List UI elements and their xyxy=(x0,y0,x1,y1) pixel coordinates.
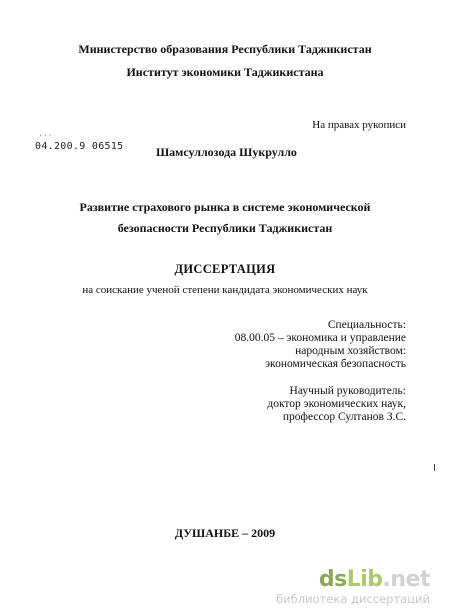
specialty-label: Специальность: xyxy=(327,319,406,331)
supervisor-line-1: доктор экономических наук, xyxy=(267,398,406,410)
dissertation-title-line-1: Развитие страхового рынка в системе экономической xyxy=(79,200,371,214)
watermark-subtitle: библиотека диссертаций xyxy=(276,592,430,606)
logo-part-lib: Lib xyxy=(346,567,383,592)
specialty-line-2: народным хозяйством: xyxy=(295,345,406,357)
logo-part-net: .net xyxy=(382,567,430,592)
author-name: Шамсуллозода Шукрулло xyxy=(156,145,297,159)
scan-mark xyxy=(434,464,435,471)
document-type: ДИССЕРТАЦИЯ xyxy=(174,262,276,276)
dslib-logo xyxy=(276,569,430,591)
dissertation-title-line-2: безопасности Республики Таджикистан xyxy=(117,221,333,235)
supervisor-block xyxy=(267,385,406,424)
specialty-block xyxy=(235,319,406,371)
rights-note: На правах рукописи xyxy=(312,119,406,131)
dslib-watermark xyxy=(276,569,430,606)
degree-line: на соискание ученой степени кандидата экономических наук xyxy=(82,284,368,296)
specialty-line-1: 08.00.05 – экономика и управление xyxy=(234,332,406,344)
city-year: ДУШАНБЕ – 2009 xyxy=(174,526,276,540)
archive-stamp-number: 04.200.9 06515 xyxy=(35,141,124,152)
supervisor-line-2: профессор Султанов З.С. xyxy=(282,411,406,423)
logo-part-ds: ds xyxy=(318,567,347,592)
archive-stamp-dots: ''' xyxy=(39,134,53,141)
ministry-heading: Министерство образования Республики Таджикистан xyxy=(78,42,372,56)
supervisor-label: Научный руководитель: xyxy=(289,385,406,397)
specialty-line-3: экономическая безопасность xyxy=(265,358,406,370)
institute-heading: Институт экономики Таджикистана xyxy=(126,65,324,79)
